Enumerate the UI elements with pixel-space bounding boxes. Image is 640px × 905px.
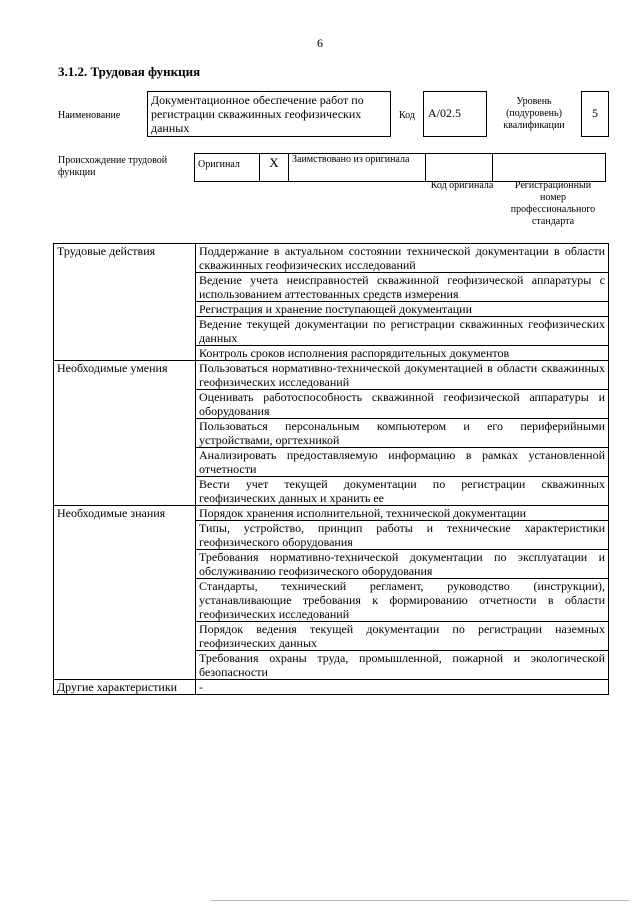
code-label: Код (399, 110, 415, 121)
original-mark: Х (260, 154, 289, 182)
page-number: 6 (317, 36, 323, 50)
original-cell (195, 154, 260, 182)
table-row (54, 680, 609, 695)
table-row (54, 506, 609, 521)
reg-number-cell (493, 154, 606, 182)
requirement-cell: Контроль сроков исполнения распорядительных документов (196, 346, 609, 361)
requirement-cell: Поддержание в актуальном состоянии технической документации в области скважинных геофизических исследований (196, 244, 609, 273)
requirement-cell: - (196, 680, 609, 695)
requirement-cell: Оценивать работоспособность скважинной геофизической аппаратуры и оборудования (196, 390, 609, 419)
category-cell: Необходимые знания (54, 506, 196, 680)
requirement-cell: Порядок ведения текущей документации по регистрации наземных геофизических данных (196, 622, 609, 651)
function-name-box: Документационное обеспечение работ по регистрации скважинных геофизических данных (147, 91, 391, 137)
requirement-cell: Пользоваться нормативно-технической документацией в области скважинных геофизических исследований (196, 361, 609, 390)
requirement-cell: Требования охраны труда, промышленной, пожарной и экологической безопасности (196, 651, 609, 680)
origin-label: Происхождение трудовой функции (58, 155, 168, 178)
level-box: 5 (581, 91, 609, 137)
requirement-cell: Требования нормативно-технической документации по эксплуатации и обслуживанию геофизического оборудования (196, 550, 609, 579)
requirement-cell: Стандарты, технический регламент, руководство (инструкции), устанавливающие требования к формированию отчетности в области геофизических исследований (196, 579, 609, 622)
section-title: 3.1.2. Трудовая функция (58, 64, 201, 79)
reg-number-caption: Регистрационный номер профессионального стандарта (510, 180, 596, 227)
name-label: Наименование (58, 110, 121, 121)
original-label: Оригинал (198, 159, 240, 170)
category-cell: Другие характеристики (54, 680, 196, 695)
requirement-cell: Ведение учета неисправностей скважинной геофизической аппаратуры с использованием аттестованных средств измерения (196, 273, 609, 302)
borrowed-label: Заимствовано из оригинала (289, 154, 426, 182)
table-row (54, 361, 609, 390)
code-original-cell (426, 154, 493, 182)
requirement-cell: Ведение текущей документации по регистрации скважинных геофизических данных (196, 317, 609, 346)
page-bottom-line (210, 900, 630, 901)
requirement-cell: Вести учет текущей документации по регистрации скважинных геофизических данных и хранить ее (196, 477, 609, 506)
level-label: Уровень (подуровень) квалификации (503, 96, 565, 131)
requirement-cell: Порядок хранения исполнительной, технической документации (196, 506, 609, 521)
code-original-caption: Код оригинала (430, 180, 494, 191)
requirement-cell: Анализировать предоставляемую информацию в рамках установленной отчетности (196, 448, 609, 477)
requirement-cell: Регистрация и хранение поступающей документации (196, 302, 609, 317)
requirement-cell: Типы, устройство, принцип работы и технические характеристики геофизического оборудования (196, 521, 609, 550)
category-cell: Необходимые умения (54, 361, 196, 506)
code-box: А/02.5 (423, 91, 487, 137)
requirements-table (53, 243, 609, 695)
table-row (54, 244, 609, 273)
category-cell: Трудовые действия (54, 244, 196, 361)
requirement-cell: Пользоваться персональным компьютером и его периферийными устройствами, оргтехникой (196, 419, 609, 448)
origin-table (194, 153, 606, 182)
